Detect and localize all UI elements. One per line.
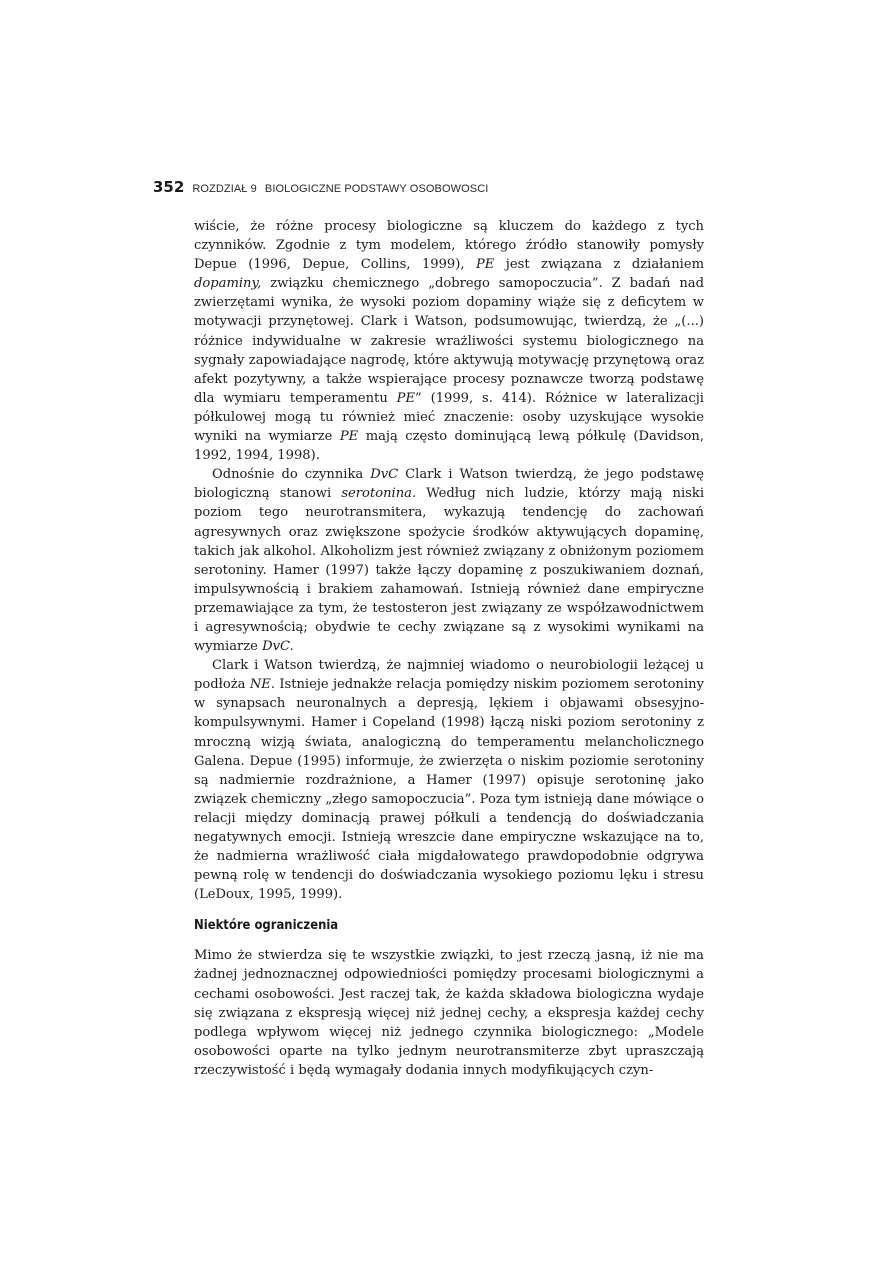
paragraph-limitations: Mimo że stwierdza się te wszystkie związki, to jest rzeczą jasną, iż nie ma żadnej jednoznacznej odpowiedniości pomiędzy procesami biologicznymi a cechami osobowości. Jest raczej tak, że każda składowa biologiczna wydaje się związana z ekspresją więcej niż jednej cechy, a ekspresja każdej cechy podlega wpływom więcej niż jednego czynnika biologicznego: „Modele osobowości oparte na tylko jednym neurotransmiterze zbyt upraszczają rzeczywistość i będą wymagały dodania innych modyfikujących czyn- (194, 948, 704, 1078)
paragraph-dvc: Odnośnie do czynnika DvC Clark i Watson twierdzą, że jego podstawę biologiczną stanowi serotonina. Według nich ludzie, którzy mają niski poziom tego neurotransmitera, wykazują tendencję do zachowań agresywnych oraz zwiększone spożycie środków aktywujących dopaminę, takich jak alkohol. Alkoholizm jest również związany z obniżonym poziomem serotoniny. Hamer (1997) także łączy dopaminę z poszukiwaniem doznań, impulsywnością i brakiem zahamowań. Istnieją również dane empiryczne przemawiające za tym, że testosteron jest związany ze współzawodnictwem i agresywnością; obydwie te cechy związane są z wysokimi wynikami na wymiarze DvC. (194, 467, 705, 655)
section-heading: Niektóre ograniczenia (194, 917, 339, 934)
page-number: 352 (153, 178, 185, 196)
paragraph-ne: Clark i Watson twierdzą, że najmniej wiadomo o neurobiologii leżącej u podłoża NE. Istnieje jednakże relacja pomiędzy niskim poziomem serotoniny w synapsach neuronalnych a depresją, lękiem i objawami obsesyjno-kompulsywnymi. Hamer i Copeland (1998) łączą niski poziom serotoniny z mroczną wizją świata, analogiczną do temperamentu melancholicznego Galena. Depue (1995) informuje, że zwierzęta o niskim poziomie serotoniny są nadmiernie rozdrażnione, a Hamer (1997) opisuje serotoninę jako związek chemiczny „złego samopoczucia”. Poza tym istnieją dane mówiące o relacji między dominacją prawej półkuli a tendencją do doświadczania negatywnych emocji. Istnieją wreszcie dane empiryczne wskazujące na to, że nadmierna wrażliwość ciała migdałowatego prawdopodobnie odgrywa pewną rolę w tendencji do doświadczania wysokiego poziomu lęku i stresu (LeDoux, 1995, 1999). (194, 658, 704, 903)
chapter-label: ROZDZIAŁ 9 (192, 183, 257, 195)
body-text (194, 217, 704, 1080)
paragraph-pe: wiście, że różne procesy biologiczne są kluczem do każdego z tych czynników. Zgodnie z tym modelem, którego źródło stanowiły pomysły Depue (1996, Depue, Collins, 1999), PE jest związana z działaniem dopaminy, związku chemicznego „dobrego samopoczucia”. Z badań nad zwierzętami wynika, że wysoki poziom dopaminy wiąże się z deficytem w motywacji przynętowej. Clark i Watson, podsumowując, twierdzą, że „(...) różnice indywidualne w zakresie wrażliwości systemu biologicznego na sygnały zapowiadające nagrodę, które aktywują motywację przynętową oraz afekt pozytywny, a także wspierające procesy poznawcze tworzą podstawę dla wymiaru temperamentu PE” (1999, s. 414). Różnice w lateralizacji półkulowej mogą tu również mieć znaczenie: osoby uzyskujące wysokie wyniki na wymiarze PE mają często dominującą lewą półkulę (Davidson, 1992, 1994, 1998). (194, 219, 704, 464)
running-head (153, 178, 713, 196)
chapter-title: BIOLOGICZNE PODSTAWY OSOBOWOSCI (264, 183, 489, 195)
